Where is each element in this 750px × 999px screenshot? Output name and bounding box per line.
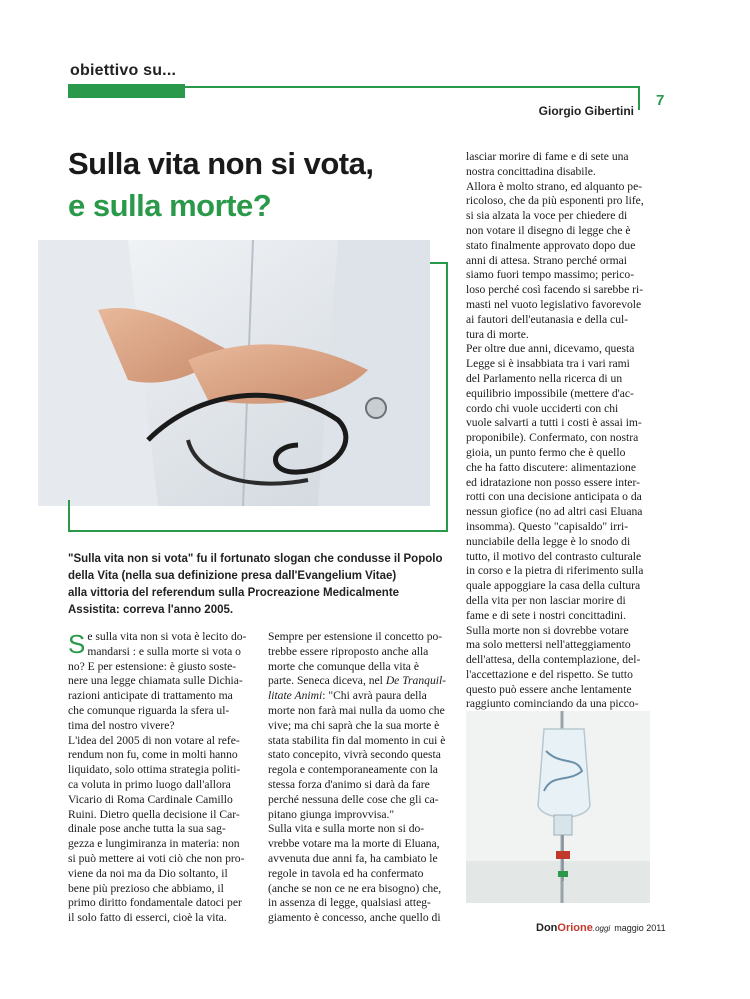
body-line: ma solo mettersi nell'atteggiamento (466, 638, 631, 652)
body-line: in corso e la pietra di riferimento sulla (466, 564, 644, 578)
section-label: obiettivo su... (70, 62, 177, 79)
header-rule (185, 86, 638, 88)
body-line: dinale pose anche tutta la sua sag- (68, 822, 226, 836)
body-line-mixed (268, 674, 454, 689)
body-line: cordo chi vuole ucciderti con chi (466, 401, 619, 415)
body-line: perché nessuna delle cose che gli ca- (268, 792, 439, 806)
body-line: vuole salvarti a tutti i costi è assai im- (466, 416, 642, 430)
body-line: vrebbe votare ma la morte di Eluana, (268, 837, 440, 851)
body-line: pitano giunga improvvisa." (268, 807, 395, 821)
body-line: proponibile). Confermato, con nostra (466, 431, 639, 445)
body-line: stato finalmente approvato dopo due (466, 238, 636, 252)
body-line: tutto, il motivo del contrasto culturale (466, 549, 642, 563)
body-line: Vicario di Roma Cardinale Camillo (68, 792, 233, 806)
body-line: liquidato, solo ottima strategia politi- (68, 763, 241, 777)
body-line: rotti con una decisione anticipata o da (466, 490, 642, 504)
body-line: ricoloso, che da più esponenti pro life, (466, 194, 644, 208)
section-accent-bar (68, 84, 185, 98)
body-line: del Parlamento nella ricerca di un (466, 371, 623, 385)
body-line: il solo fatto di esserci, cioè la vita. (68, 911, 227, 925)
article-column-1 (68, 630, 254, 926)
body-line: lasciar morire di fame e di sete una (466, 150, 629, 163)
column1-lines (68, 645, 254, 926)
footer-brand (536, 922, 666, 934)
body-line: Sulla morte non si dovrebbe votare (466, 623, 629, 637)
body-line: L'idea del 2005 di non votare al refe- (68, 733, 240, 747)
body-line: raggiunto cominciando da una picco- (466, 697, 639, 711)
body-line: parte. Seneca diceva, nel (268, 674, 386, 688)
page-number-rule (638, 86, 640, 110)
body-line: insomma). Questo "capisaldo" irri- (466, 519, 629, 533)
caption-line: "Sulla vita non si vota" fu il fortunato slogan che condusse il Popolo (68, 553, 443, 565)
article-title-line2: e sulla morte? (68, 188, 272, 223)
body-line: ca voluta in primo luogo dall'allora (68, 777, 231, 791)
body-line: e sulla vita non si vota è lecito do- (87, 630, 247, 643)
article-title-line1: Sulla vita non si vota, (68, 146, 374, 181)
body-line: si può mettere ai voti ciò che non pro- (68, 851, 245, 865)
body-line: nere una legge chiamata sulle Dichia- (68, 674, 243, 688)
body-line: che comunque riguarda la sfera ul- (68, 703, 230, 717)
column2-lines-b (268, 704, 454, 926)
brand-don: Don (536, 922, 558, 934)
body-line: Legge si è insabbiata tra i vari rami (466, 357, 630, 371)
body-line: della vita per non lasciar morire di (466, 593, 626, 607)
drop-cap: S (68, 629, 86, 659)
body-line: vive; ma chi saprà che la sua morte è (268, 718, 440, 732)
body-line: equilibrio impossibile (mettere d'ac- (466, 386, 634, 400)
work-title-italic: De Tranquil- (385, 674, 447, 688)
body-line: nostra concittadina disabile. (466, 164, 596, 178)
body-line: trebbe essere riproposto anche alla (268, 644, 429, 658)
body-line: si sia alzata la voce per chiedere di (466, 209, 628, 223)
iv-drip-photo (466, 711, 650, 903)
body-line-seneca-2 (268, 689, 454, 704)
body-line: morte che comunque della vita è (268, 659, 419, 673)
body-line: avvenuta due anni fa, ha cambiato le (268, 851, 438, 865)
body-line: masti nel vuoto legislativo favorevole (466, 297, 642, 311)
author-name: Giorgio Gibertini (538, 104, 634, 118)
body-line: l'accettazione e del rispetto. Se tutto (466, 667, 633, 681)
body-line: Ruini. Dietro quella decisione il Car- (68, 807, 240, 821)
body-line: quale appoggiare la casa della cultura (466, 579, 641, 593)
body-line: morte non farà mai nulla da uomo che (268, 703, 445, 717)
photo-frame-bottom (68, 530, 448, 532)
body-line: fame e di sete i nostri concittadini. (466, 608, 627, 622)
body-line: bene più prezioso che abbiamo, il (68, 881, 224, 895)
caption-line: alla vittoria del referendum sulla Procreazione Medicalmente (68, 587, 400, 599)
photo-frame-top (430, 262, 448, 264)
column3-lines (466, 150, 652, 742)
article-column-2 (268, 630, 454, 926)
body-text: : "Chi avrà paura della (322, 689, 427, 703)
body-line: siamo fuori tempo massimo; perico- (466, 268, 635, 282)
body-line: ed idratazione non posso essere inter- (466, 475, 640, 489)
body-line: Sulla vita e sulla morte non si do- (268, 822, 425, 836)
body-line: in assenza di legge, qualsiasi atteg- (268, 896, 431, 910)
body-line: rendum non fu, come in molti hanno (68, 748, 238, 762)
body-line: no? E per estensione: è giusto soste- (68, 659, 237, 673)
body-line: nunciabile della legge è lo snodo di (466, 534, 631, 548)
brand-orione: Orione (557, 922, 593, 934)
body-line: che ha fatto discutere: alimentazione (466, 460, 636, 474)
body-line: Allora è molto strano, ed alquanto pe- (466, 179, 643, 193)
body-line: tura di morte. (466, 327, 529, 341)
body-line: non votare il disegno di legge che è (466, 223, 631, 237)
body-line: regola e contemporaneamente con la (268, 763, 438, 777)
article-column-3 (466, 150, 652, 742)
body-line: stata stabilita fin dal momento in cui è (268, 733, 446, 747)
caption-line: Assistita: correva l'anno 2005. (68, 604, 234, 616)
body-line: nessun giofice (no ad altri casi Eluana (466, 505, 643, 519)
issue-date: maggio 2011 (614, 923, 666, 933)
photo-frame-left (68, 500, 70, 532)
body-line: dell'attesa, della contemplazione, del- (466, 653, 641, 667)
work-title-italic: litate Animi (268, 689, 323, 703)
body-line: anni di attesa. Strano perché ormai (466, 253, 627, 267)
body-line: Per oltre due anni, dicevamo, questa (466, 342, 635, 356)
brand-oggi: .oggi (592, 924, 611, 933)
body-line: Sempre per estensione il concetto po- (268, 630, 443, 643)
body-line: (anche se non ce ne era bisogno) che, (268, 881, 442, 895)
page-number: 7 (656, 92, 665, 109)
body-line: loso perché così facendo si sarebbe ri- (466, 283, 644, 297)
caption-line: della Vita (nella sua definizione presa dall'Evangelium Vitae) (68, 570, 397, 582)
body-line: primo diritto fondamentale datoci per (68, 896, 242, 910)
body-line: stato concepito, vivrà secondo questa (268, 748, 441, 762)
body-line: mandarsi : e sulla morte si vota o (87, 644, 241, 658)
body-line: gioia, un punto fermo che è quello (466, 445, 626, 459)
body-line: ai fautori dell'eutanasia e della cul- (466, 312, 629, 326)
photo-caption (68, 551, 443, 619)
body-line: giamento è concesso, anche quello di (268, 911, 441, 925)
body-line: gezza e lungimiranza in materia: non (68, 837, 240, 851)
body-line: regole in tavola ed ha confermato (268, 866, 424, 880)
body-line: tima del nostro vivere? (68, 718, 175, 732)
doctor-stethoscope-photo (38, 240, 430, 506)
photo-frame-right (446, 262, 448, 532)
body-line: stessa forza d'animo si darà da fare (268, 777, 430, 791)
body-line: questo può essere anche lentamente (466, 682, 632, 696)
body-line: razioni anticipate di trattamento ma (68, 689, 233, 703)
body-line: viene da noi ma da Dio soltanto, il (68, 866, 228, 880)
column2-lines-a (268, 630, 454, 689)
